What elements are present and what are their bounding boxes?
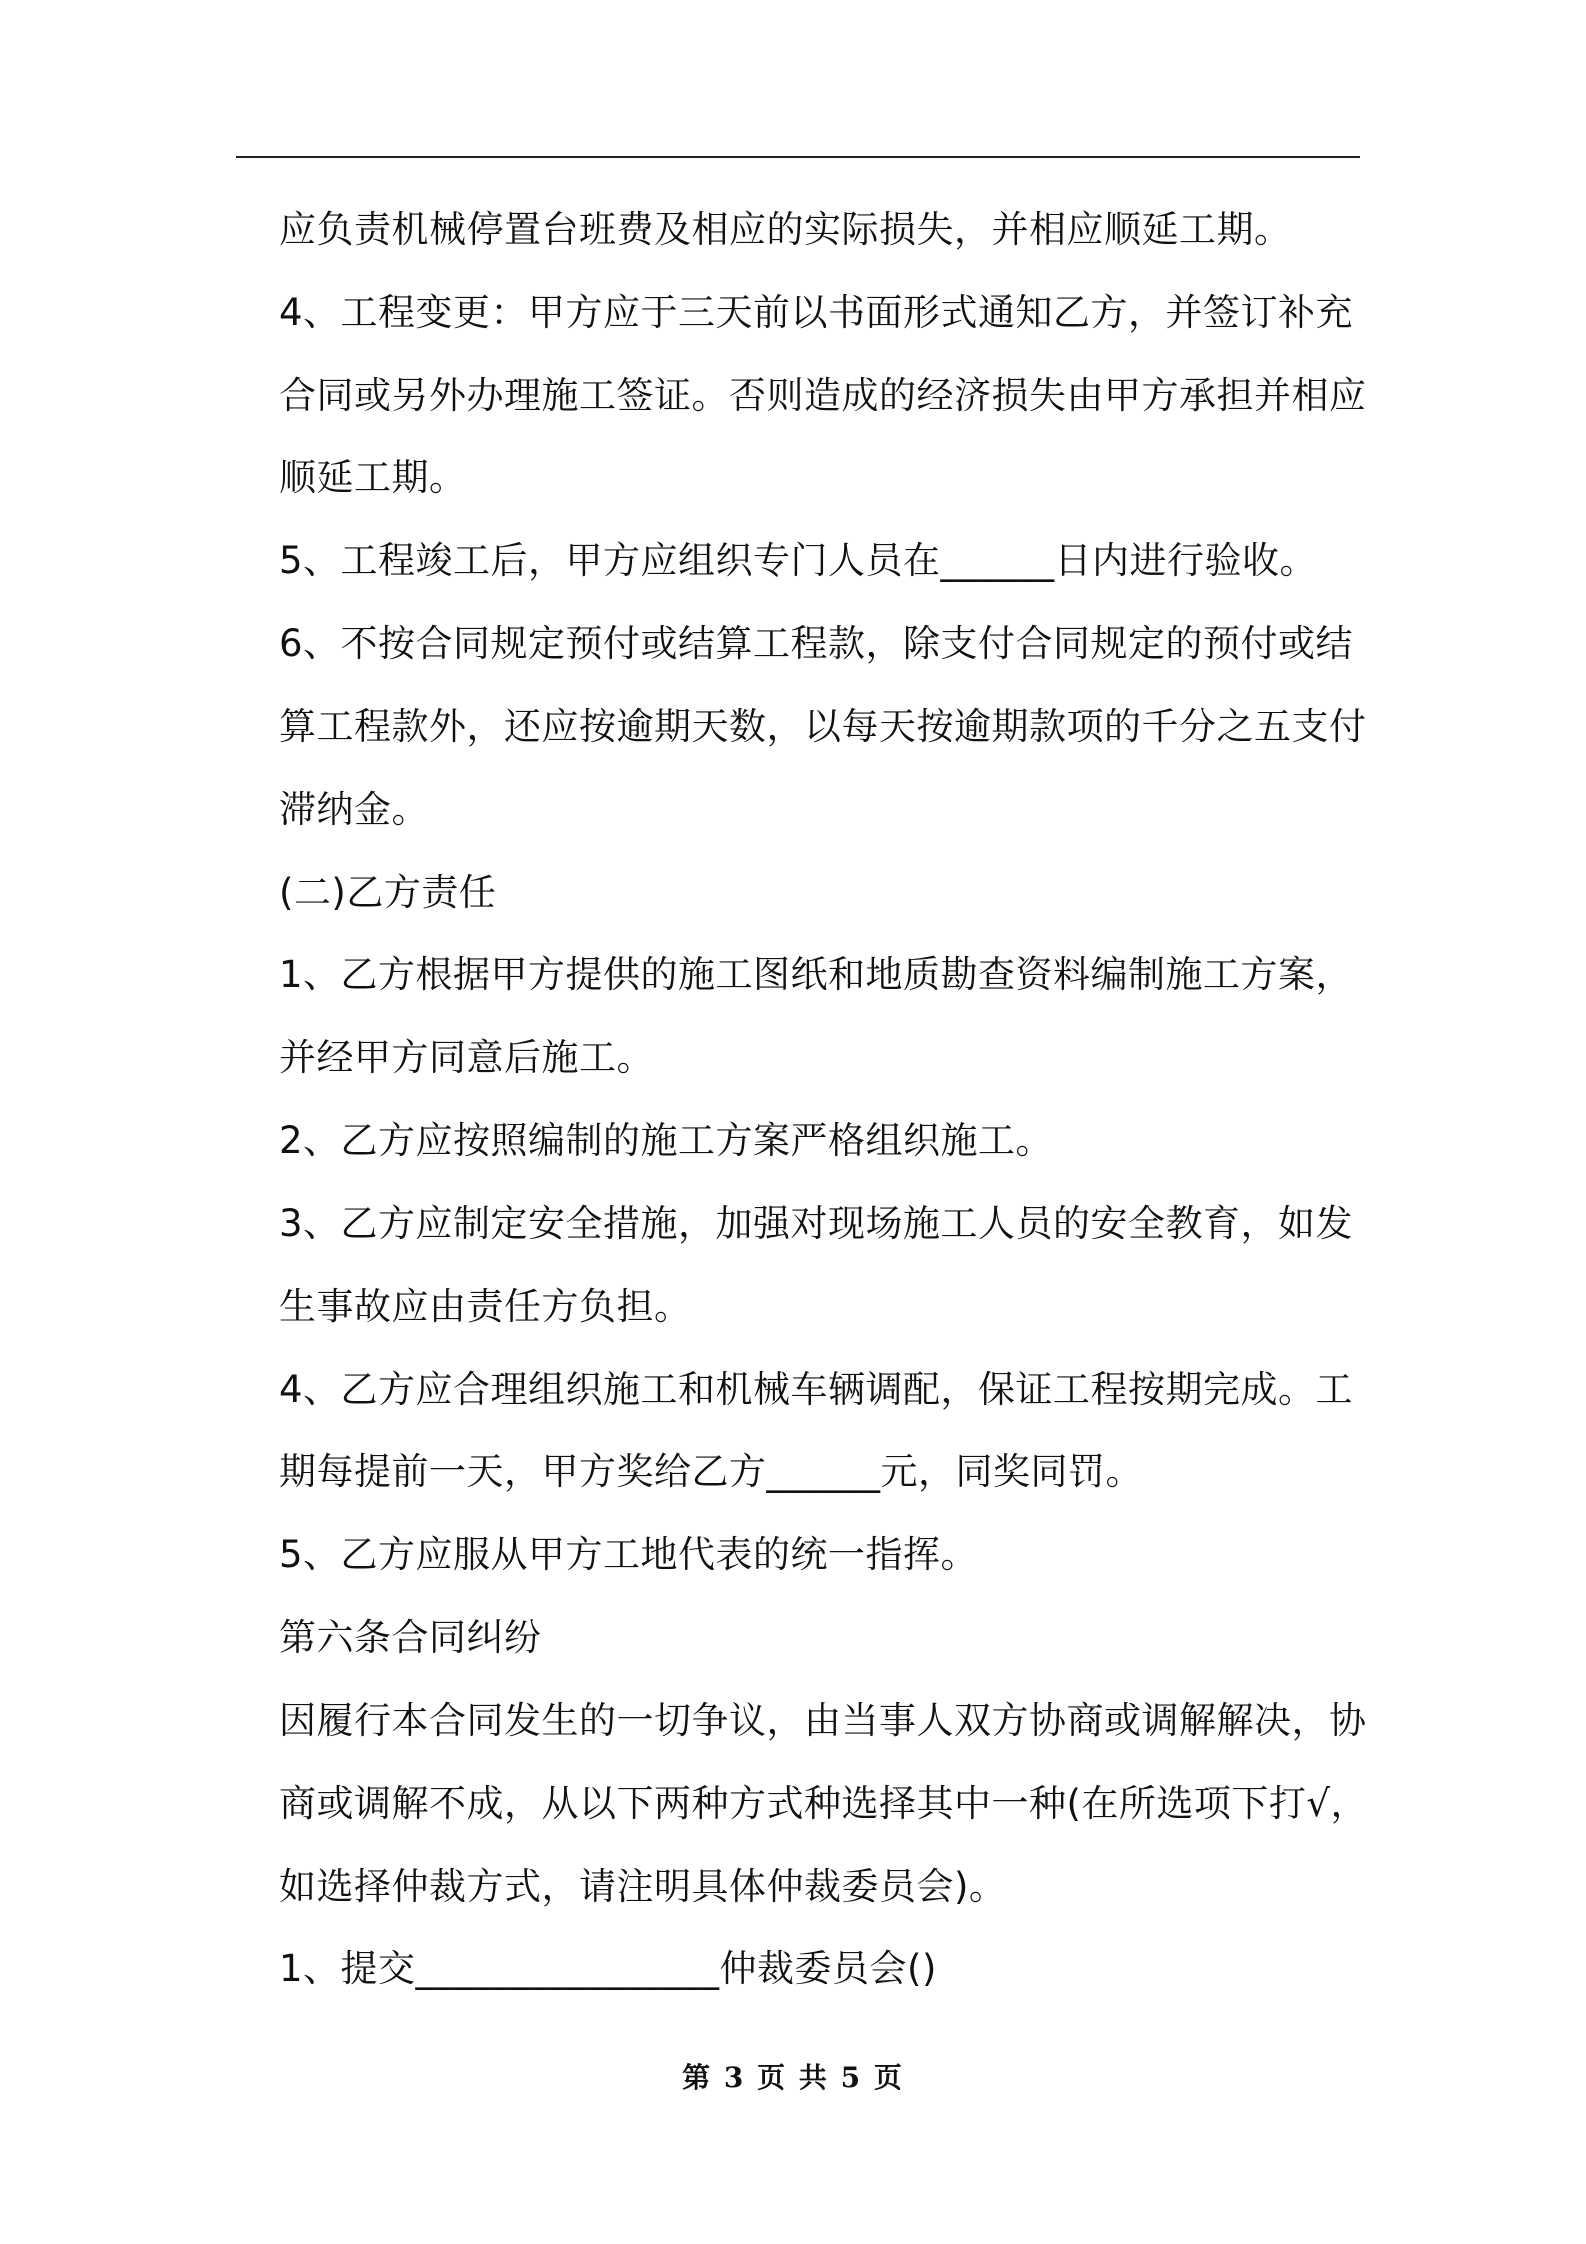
text-line: 4、工程变更：甲方应于三天前以书面形式通知乙方，并签订补充	[279, 291, 1354, 334]
text-line: 算工程款外，还应按逾期天数，以每天按逾期款项的千分之五支付	[279, 705, 1367, 748]
text-line: 2、乙方应按照编制的施工方案严格组织施工。	[279, 1119, 1054, 1162]
text-line: 商或调解不成，从以下两种方式种选择其中一种(在所选项下打√，	[279, 1782, 1369, 1825]
text-line: 5、工程竣工后，甲方应组织专门人员在______日内进行验收。	[279, 539, 1318, 582]
text-line: 1、提交________________仲裁委员会()	[279, 1947, 937, 1990]
text-line: 期每提前一天，甲方奖给乙方______元，同奖同罚。	[279, 1450, 1143, 1493]
text-line: 应负责机械停置台班费及相应的实际损失，并相应顺延工期。	[279, 208, 1292, 251]
text-line: 生事故应由责任方负担。	[279, 1285, 692, 1328]
text-line: 合同或另外办理施工签证。否则造成的经济损失由甲方承担并相应	[279, 374, 1367, 417]
text-line: 6、不按合同规定预付或结算工程款，除支付合同规定的预付或结	[279, 622, 1354, 665]
text-line: 4、乙方应合理组织施工和机械车辆调配，保证工程按期完成。工	[279, 1368, 1354, 1411]
text-line: 如选择仲裁方式，请注明具体仲裁委员会)。	[279, 1865, 1007, 1908]
text-line: 顺延工期。	[279, 456, 467, 499]
text-line: 因履行本合同发生的一切争议，由当事人双方协商或调解解决，协	[279, 1699, 1367, 1742]
text-line: 滞纳金。	[279, 788, 429, 831]
page-number: 第 3 页 共 5 页	[682, 2061, 904, 2094]
text-line: 1、乙方根据甲方提供的施工图纸和地质勘查资料编制施工方案，	[279, 953, 1354, 996]
header-rule	[236, 156, 1360, 158]
section-heading: (二)乙方责任	[279, 871, 497, 914]
section-heading: 第六条合同纠纷	[279, 1616, 542, 1659]
text-line: 5、乙方应服从甲方工地代表的统一指挥。	[279, 1533, 979, 1576]
text-line: 并经甲方同意后施工。	[279, 1036, 654, 1079]
text-line: 3、乙方应制定安全措施，加强对现场施工人员的安全教育，如发	[279, 1202, 1354, 1245]
